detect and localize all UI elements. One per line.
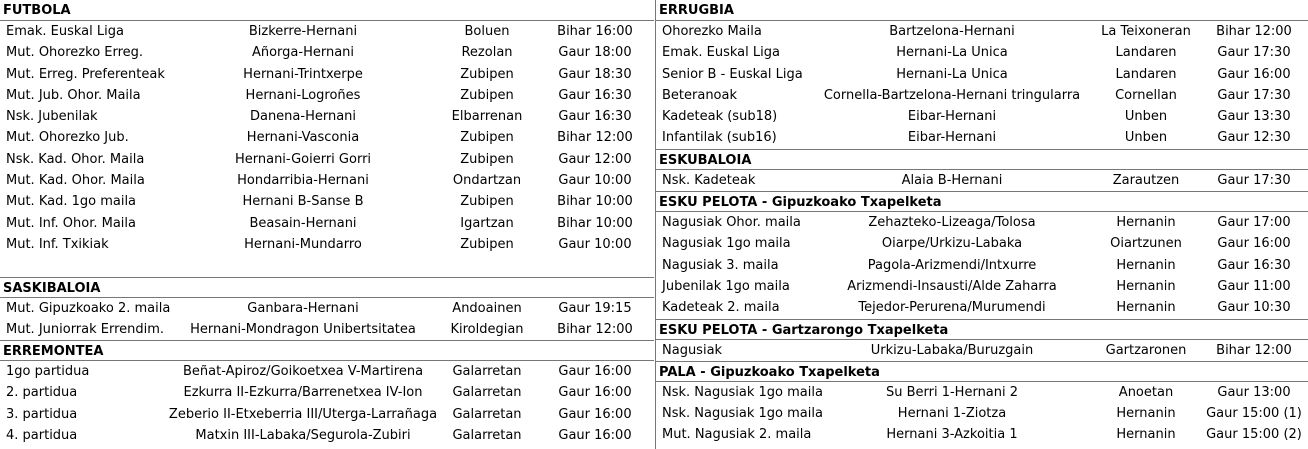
- venue-cell: Zubipen: [460, 194, 514, 210]
- category-cell: Nagusiak Ohor. maila: [662, 215, 801, 231]
- time-cell: Gaur 17:30: [1217, 172, 1291, 188]
- venue-cell: Galarretan: [452, 428, 522, 444]
- venue-cell: Zubipen: [460, 151, 514, 167]
- time-cell: Bihar 12:00: [1216, 342, 1292, 358]
- section-erremontea: [0, 340, 654, 446]
- table-row: [656, 276, 1308, 297]
- match-cell: Cornella-Bartzelona-Hernani tringularra: [823, 87, 1081, 103]
- table-row: [0, 85, 654, 106]
- venue-cell: Hernanin: [1116, 406, 1176, 422]
- table-row: [656, 64, 1308, 85]
- venue-cell: Zubipen: [460, 66, 514, 82]
- time-cell: Gaur 16:00: [558, 364, 632, 380]
- venue-cell: Galarretan: [452, 364, 522, 380]
- venue-cell: Landaren: [1115, 66, 1177, 82]
- match-cell: Bartzelona-Hernani: [889, 24, 1015, 39]
- blank-row: [0, 255, 654, 276]
- time-cell: Gaur 17:30: [1217, 45, 1291, 61]
- match-cell: Beasain-Hernani: [249, 215, 357, 231]
- match-cell: Hernani-Trintxerpe: [243, 66, 363, 82]
- category-cell: 4. partidua: [6, 428, 78, 444]
- table-row: [0, 42, 654, 63]
- category-cell: Ohorezko Maila: [662, 24, 762, 39]
- table-row: [0, 213, 654, 234]
- category-cell: Nsk. Jubenilak: [6, 109, 98, 125]
- section-errugbia: [656, 0, 1308, 149]
- category-cell: Nagusiak 3. maila: [662, 257, 779, 273]
- table-row: [0, 191, 654, 212]
- venue-cell: Boluen: [464, 24, 510, 39]
- category-cell: Mut. Ohorezko Jub.: [6, 130, 129, 146]
- time-cell: Gaur 11:00: [1217, 278, 1291, 294]
- time-cell: Gaur 16:30: [558, 87, 632, 103]
- time-cell: Gaur 17:00: [1217, 215, 1291, 231]
- section-saskibaloia: [0, 277, 654, 341]
- match-cell: Zehazteko-Lizeaga/Tolosa: [868, 215, 1036, 231]
- category-cell: 2. partidua: [6, 385, 78, 401]
- venue-cell: Cornellan: [1115, 87, 1177, 103]
- section-title: ESKU PELOTA - Gartzarongo Txapelketa: [656, 319, 1308, 340]
- time-cell: Gaur 16:00: [558, 406, 632, 422]
- time-cell: Gaur 15:00 (2): [1206, 427, 1302, 443]
- section-pala-gipuzkoako-txapelketa: [656, 361, 1308, 446]
- time-cell: Gaur 18:30: [558, 66, 632, 82]
- venue-cell: Zubipen: [460, 130, 514, 146]
- venue-cell: Galarretan: [452, 385, 522, 401]
- venue-cell: Gartzaronen: [1105, 342, 1187, 358]
- category-cell: Kadeteak (sub18): [662, 109, 778, 125]
- category-cell: Jubenilak 1go maila: [662, 278, 790, 294]
- table-row: [656, 382, 1308, 403]
- match-cell: Hernani-Mundarro: [244, 236, 362, 252]
- category-cell: Mut. Kad. Ohor. Maila: [6, 173, 145, 189]
- category-cell: Mut. Erreg. Preferenteak: [6, 66, 165, 82]
- section-title: ERRUGBIA: [656, 0, 1308, 21]
- table-row: [656, 297, 1308, 318]
- venue-cell: Landaren: [1115, 45, 1177, 61]
- time-cell: Bihar 16:00: [557, 24, 633, 39]
- section-title: PALA - Gipuzkoako Txapelketa: [656, 361, 1308, 382]
- venue-cell: Galarretan: [452, 406, 522, 422]
- match-cell: Hernani B-Sanse B: [242, 194, 364, 210]
- category-cell: Mut. Kad. 1go maila: [6, 194, 137, 210]
- match-cell: Matxin III-Labaka/Segurola-Zubiri: [195, 428, 411, 444]
- match-cell: Ezkurra II-Ezkurra/Barrenetxea IV-Ion: [183, 385, 423, 401]
- match-cell: Hernani 1-Ziotza: [897, 406, 1007, 422]
- category-cell: 1go partidua: [6, 364, 90, 380]
- category-cell: Nagusiak: [662, 342, 723, 358]
- table-row: [0, 234, 654, 255]
- venue-cell: Kiroldegian: [450, 321, 524, 337]
- right-column: [655, 0, 1308, 449]
- section-title: SASKIBALOIA: [0, 277, 654, 298]
- time-cell: Gaur 18:00: [558, 45, 632, 61]
- section-futbola: [0, 0, 654, 277]
- time-cell: Bihar 12:00: [1216, 24, 1292, 39]
- section-title: ERREMONTEA: [0, 340, 654, 361]
- match-cell: Tejedor-Perurena/Murumendi: [858, 300, 1046, 316]
- category-cell: Mut. Juniorrak Errendim.: [6, 321, 165, 337]
- time-cell: Gaur 10:00: [558, 173, 632, 189]
- table-row: [656, 340, 1308, 361]
- time-cell: Bihar 12:00: [557, 321, 633, 337]
- category-cell: 3. partidua: [6, 406, 78, 422]
- table-row: [0, 149, 654, 170]
- time-cell: Gaur 10:30: [1217, 300, 1291, 316]
- time-cell: Gaur 16:30: [1217, 257, 1291, 273]
- table-row: [656, 106, 1308, 127]
- match-cell: Hernani-La Unica: [896, 45, 1008, 61]
- category-cell: Emak. Euskal Liga: [662, 45, 780, 61]
- venue-cell: Elbarrenan: [451, 109, 523, 125]
- match-cell: Eibar-Hernani: [907, 130, 997, 146]
- match-cell: Hernani-Vasconia: [246, 130, 360, 146]
- venue-cell: Unben: [1124, 109, 1168, 125]
- venue-cell: Rezolan: [461, 45, 513, 61]
- venue-cell: Andoainen: [452, 300, 522, 316]
- table-row: [0, 404, 654, 425]
- time-cell: Bihar 10:00: [557, 194, 633, 210]
- table-row: [0, 319, 654, 340]
- venue-cell: Hernanin: [1116, 300, 1176, 316]
- table-row: [0, 425, 654, 446]
- section-esku-pelota-gipuzkoako-txapelketa: [656, 191, 1308, 318]
- table-row: [0, 298, 654, 319]
- venue-cell: Zubipen: [460, 236, 514, 252]
- venue-cell: Igartzan: [460, 215, 514, 231]
- venue-cell: Hernanin: [1116, 257, 1176, 273]
- match-cell: Hernani 3-Azkoitia 1: [886, 427, 1018, 443]
- category-cell: Emak. Euskal Liga: [6, 24, 124, 39]
- time-cell: Gaur 15:00 (1): [1206, 406, 1302, 422]
- table-row: [0, 170, 654, 191]
- match-cell: Pagola-Arizmendi/Intxurre: [867, 257, 1037, 273]
- table-row: [656, 255, 1308, 276]
- time-cell: Bihar 12:00: [557, 130, 633, 146]
- category-cell: Mut. Ohorezko Erreg.: [6, 45, 144, 61]
- category-cell: Nagusiak 1go maila: [662, 236, 791, 252]
- time-cell: Gaur 19:15: [558, 300, 632, 316]
- venue-cell: Oiartzunen: [1110, 236, 1182, 252]
- category-cell: Senior B - Euskal Liga: [662, 66, 803, 82]
- section-title: FUTBOLA: [0, 0, 654, 21]
- section-title: ESKUBALOIA: [656, 149, 1308, 170]
- time-cell: Gaur 16:00: [558, 428, 632, 444]
- match-cell: Arizmendi-Insausti/Alde Zaharra: [847, 278, 1057, 294]
- venue-cell: Unben: [1124, 130, 1168, 146]
- table-row: [656, 21, 1308, 42]
- category-cell: Nsk. Kad. Ohor. Maila: [6, 151, 145, 167]
- category-cell: Kadeteak 2. maila: [662, 300, 780, 316]
- table-row: [656, 212, 1308, 233]
- venue-cell: Zarautzen: [1112, 172, 1180, 188]
- match-cell: Bizkerre-Hernani: [248, 24, 358, 39]
- time-cell: Bihar 10:00: [557, 215, 633, 231]
- time-cell: Gaur 13:00: [1217, 384, 1291, 400]
- category-cell: Nsk. Nagusiak 1go maila: [662, 384, 823, 400]
- table-row: [0, 361, 654, 382]
- time-cell: Gaur 12:00: [558, 151, 632, 167]
- match-cell: Alaia B-Hernani: [901, 172, 1003, 188]
- venue-cell: Zubipen: [460, 87, 514, 103]
- category-cell: Nsk. Kadeteak: [662, 172, 756, 188]
- table-row: [0, 21, 654, 42]
- section-esku-pelota-gartzarongo-txapelketa: [656, 319, 1308, 361]
- table-row: [656, 233, 1308, 254]
- table-row: [0, 127, 654, 148]
- time-cell: Gaur 16:30: [558, 109, 632, 125]
- category-cell: Beteranoak: [662, 87, 738, 103]
- table-row: [656, 85, 1308, 106]
- match-cell: Hernani-Mondragon Unibertsitatea: [190, 321, 416, 337]
- match-cell: Urkizu-Labaka/Buruzgain: [870, 342, 1034, 358]
- match-cell: Zeberio II-Etxeberria III/Uterga-Larrañaga: [168, 406, 438, 422]
- venue-cell: La Teixoneran: [1101, 24, 1191, 39]
- table-row: [0, 64, 654, 85]
- match-cell: Su Berri 1-Hernani 2: [885, 384, 1019, 400]
- venue-cell: Hernanin: [1116, 278, 1176, 294]
- match-cell: Eibar-Hernani: [907, 109, 997, 125]
- section-eskubaloia: [656, 149, 1308, 191]
- table-row: [656, 127, 1308, 148]
- time-cell: Gaur 16:00: [1217, 66, 1291, 82]
- category-cell: Mut. Gipuzkoako 2. maila: [6, 300, 171, 316]
- table-row: [656, 170, 1308, 191]
- venue-cell: Hernanin: [1116, 215, 1176, 231]
- section-title: ESKU PELOTA - Gipuzkoako Txapelketa: [656, 191, 1308, 212]
- match-cell: Beñat-Apiroz/Goikoetxea V-Martirena: [182, 364, 424, 380]
- match-cell: Ganbara-Hernani: [247, 300, 359, 316]
- venue-cell: Ondartzan: [452, 173, 522, 189]
- time-cell: Gaur 12:30: [1217, 130, 1291, 146]
- category-cell: Nsk. Nagusiak 1go maila: [662, 406, 823, 422]
- time-cell: Gaur 10:00: [558, 236, 632, 252]
- category-cell: Infantilak (sub16): [662, 130, 777, 146]
- venue-cell: Anoetan: [1118, 384, 1174, 400]
- table-row: [0, 106, 654, 127]
- time-cell: Gaur 17:30: [1217, 87, 1291, 103]
- category-cell: Mut. Nagusiak 2. maila: [662, 427, 812, 443]
- category-cell: Mut. Inf. Ohor. Maila: [6, 215, 136, 231]
- match-cell: Danena-Hernani: [249, 109, 357, 125]
- match-cell: Oiarpe/Urkizu-Labaka: [881, 236, 1023, 252]
- time-cell: Gaur 13:30: [1217, 109, 1291, 125]
- match-cell: Hondarribia-Hernani: [237, 173, 369, 189]
- table-row: [656, 403, 1308, 424]
- venue-cell: Hernanin: [1116, 427, 1176, 443]
- table-row: [656, 424, 1308, 445]
- category-cell: Mut. Jub. Ohor. Maila: [6, 87, 141, 103]
- match-cell: Hernani-Goierri Gorri: [234, 151, 372, 167]
- match-cell: Hernani-La Unica: [896, 66, 1008, 82]
- match-cell: Añorga-Hernani: [251, 45, 355, 61]
- category-cell: Mut. Inf. Txikiak: [6, 236, 109, 252]
- table-row: [656, 42, 1308, 63]
- time-cell: Gaur 16:00: [1217, 236, 1291, 252]
- time-cell: Gaur 16:00: [558, 385, 632, 401]
- table-row: [0, 382, 654, 403]
- match-cell: Hernani-Logroñes: [245, 87, 361, 103]
